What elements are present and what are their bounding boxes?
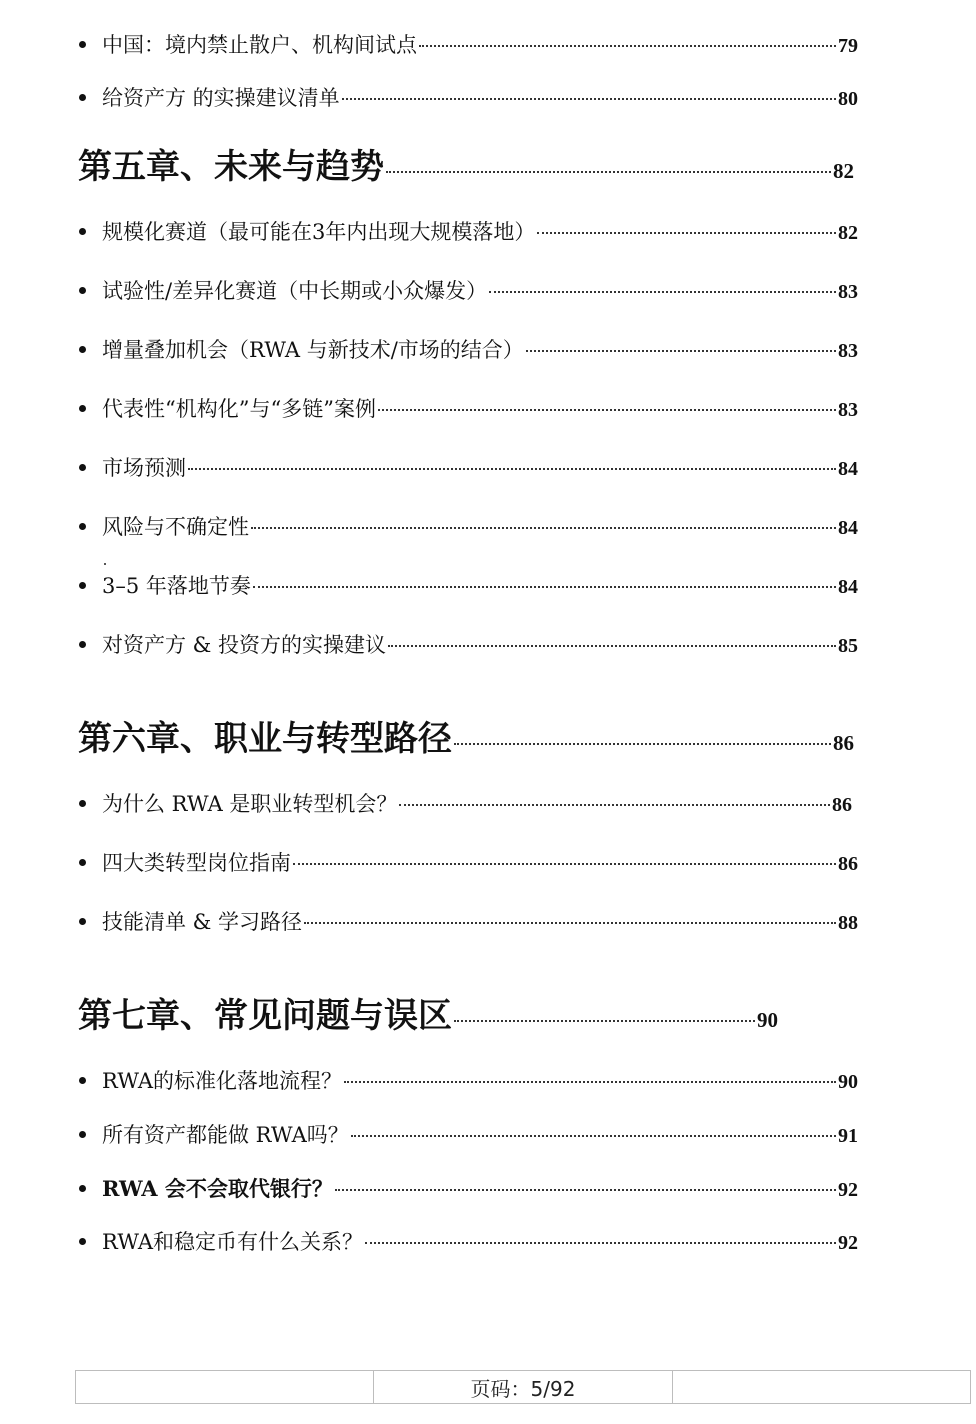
dot-leader	[489, 291, 836, 293]
toc-entry-page: 84	[838, 458, 858, 480]
toc-entry-label: 增量叠加机会（RWA 与新技术/市场的结合）	[102, 338, 524, 362]
bullet-icon	[79, 1238, 86, 1245]
chapter-heading[interactable]	[78, 995, 778, 1041]
toc-entry-page: 90	[838, 1071, 858, 1093]
toc-entry[interactable]	[79, 1067, 858, 1096]
dot-leader	[335, 1189, 836, 1191]
toc-entry-label: 为什么 RWA 是职业转型机会？	[102, 792, 398, 816]
dot-leader	[399, 804, 830, 806]
toc-entry[interactable]	[79, 31, 858, 60]
bullet-icon	[79, 918, 86, 925]
toc-entry-label: 3–5 年落地节奏	[102, 574, 251, 598]
toc-entry-page: 83	[838, 399, 858, 421]
toc-entry-label: 技能清单 & 学习路径	[102, 910, 303, 934]
bullet-icon	[79, 1131, 86, 1138]
toc-entry[interactable]	[79, 277, 858, 306]
toc-entry[interactable]	[79, 1175, 858, 1204]
chapter-page: 86	[833, 731, 854, 755]
bullet-icon	[79, 523, 86, 530]
dot-leader	[537, 232, 836, 234]
footer-page-number: 页码：5/92	[374, 1371, 672, 1403]
chapter-title: 第七章、常见问题与误区	[78, 996, 452, 1036]
toc-entry-label: 风险与不确定性	[102, 515, 249, 539]
dot-leader	[344, 1081, 836, 1083]
toc-entry-label: 代表性“机构化”与“多链”案例	[102, 397, 376, 421]
toc-entry-page: 92	[838, 1179, 858, 1201]
chapter-page: 90	[757, 1008, 778, 1032]
bullet-icon	[79, 800, 86, 807]
dot-leader	[526, 350, 836, 352]
toc-entry-page: 88	[838, 912, 858, 934]
toc-entry-page: 86	[838, 853, 858, 875]
toc-entry-page: 79	[838, 35, 858, 57]
toc-entry-label: 规模化赛道（最可能在3年内出现大规模落地）	[102, 220, 536, 244]
bullet-icon	[79, 228, 86, 235]
toc-entry[interactable]	[79, 849, 858, 878]
toc-entry-label: 四大类转型岗位指南	[102, 851, 291, 875]
toc-entry[interactable]	[79, 454, 858, 483]
toc-entry-page: 86	[832, 794, 852, 816]
dot-leader	[454, 743, 831, 745]
toc-entry[interactable]	[79, 631, 858, 660]
dot-leader	[342, 98, 836, 100]
chapter-heading[interactable]	[78, 718, 854, 764]
toc-entry-label: RWA和稳定币有什么关系？	[102, 1230, 364, 1254]
bullet-icon	[79, 346, 86, 353]
footer-cell-right	[673, 1371, 970, 1403]
footer-cell-left	[76, 1371, 374, 1403]
bullet-icon	[79, 1077, 86, 1084]
toc-entry-page: 91	[838, 1125, 858, 1147]
dot-leader	[293, 863, 836, 865]
toc-entry-label: RWA的标准化落地流程？	[102, 1069, 343, 1093]
bullet-icon	[79, 582, 86, 589]
toc-entry-label: 所有资产都能做 RWA吗？	[102, 1123, 349, 1147]
toc-entry[interactable]	[79, 1121, 858, 1150]
bullet-icon	[79, 405, 86, 412]
toc-entry-page: 83	[838, 340, 858, 362]
toc-entry-page: 84	[838, 517, 858, 539]
chapter-title: 第五章、未来与趋势	[78, 147, 384, 187]
toc-entry-label: RWA 会不会取代银行？	[102, 1176, 333, 1201]
toc-entry[interactable]	[79, 1228, 858, 1257]
toc-entry[interactable]	[79, 84, 858, 113]
dot-leader	[365, 1242, 836, 1244]
toc-entry-page: 92	[838, 1232, 858, 1254]
page-footer	[75, 1370, 971, 1404]
toc-entry-label: 对资产方 & 投资方的实操建议	[102, 633, 387, 657]
toc-entry-page: 82	[838, 222, 858, 244]
bullet-icon	[79, 287, 86, 294]
dot-leader	[454, 1020, 755, 1022]
toc-entry-label: 试验性/差异化赛道（中长期或小众爆发）	[102, 279, 488, 303]
toc-entry[interactable]	[79, 218, 858, 247]
toc-entry[interactable]	[79, 790, 852, 819]
toc-entry[interactable]	[79, 395, 858, 424]
toc-entry-label: 给资产方 的实操建议清单	[102, 86, 340, 110]
toc-entry-page: 80	[838, 88, 858, 110]
bullet-icon	[79, 641, 86, 648]
chapter-title: 第六章、职业与转型路径	[78, 719, 452, 759]
chapter-heading[interactable]	[78, 146, 854, 192]
dot-leader	[251, 527, 836, 529]
dot-leader	[386, 171, 831, 173]
dot-leader	[378, 409, 836, 411]
dot-leader	[351, 1135, 836, 1137]
toc-entry-page: 85	[838, 635, 858, 657]
bullet-icon	[79, 859, 86, 866]
toc-entry-page: 84	[838, 576, 858, 598]
dot-leader	[188, 468, 836, 470]
dot-leader	[388, 645, 836, 647]
toc-entry[interactable]	[79, 336, 858, 365]
stray-mark	[104, 563, 106, 565]
toc-entry-page: 83	[838, 281, 858, 303]
toc-entry[interactable]	[79, 572, 858, 601]
bullet-icon	[79, 464, 86, 471]
toc-entry-label: 市场预测	[102, 456, 186, 480]
dot-leader	[253, 586, 836, 588]
dot-leader	[419, 45, 836, 47]
bullet-icon	[79, 94, 86, 101]
chapter-page: 82	[833, 159, 854, 183]
dot-leader	[304, 922, 836, 924]
toc-entry-label: 中国：境内禁止散户、机构间试点	[102, 33, 417, 57]
toc-entry[interactable]	[79, 513, 858, 542]
toc-entry[interactable]	[79, 908, 858, 937]
bullet-icon	[79, 41, 86, 48]
bullet-icon	[79, 1185, 86, 1192]
